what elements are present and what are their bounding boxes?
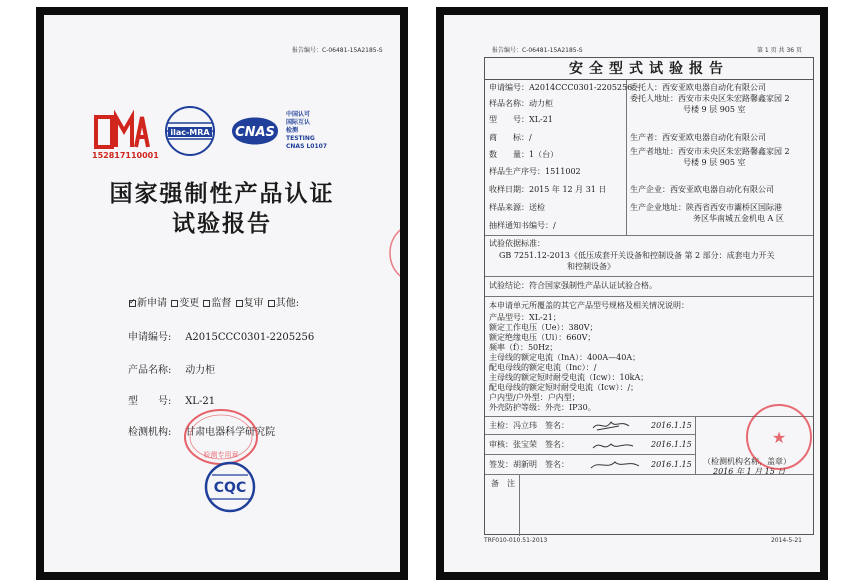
report-title: 安全型式试验报告 [485, 58, 813, 80]
handwritten-signatures-icon [589, 416, 645, 474]
coverage-line: 额定工作电压（Ue）：380V； [489, 323, 598, 332]
page-counter: 第 1 页 共 36 页 [757, 47, 802, 54]
field-product-name: 产品名称: 动力柜 [128, 365, 216, 376]
cnas-accreditation-text: 中国认可 国际互认 检测 TESTING CNAS L0107 [286, 111, 328, 150]
info-client-address: 委托人地址：西安市未央区朱宏路馨鑫家园 2 [630, 94, 790, 103]
info-client: 委托人：西安亚欧电器自动化有限公司 [630, 83, 766, 92]
sign-row-inspector: 主检：冯立玮 签名： [489, 421, 569, 430]
info-receipt-date: 收样日期：2015 年 12 月 31 日 [489, 185, 607, 194]
info-application-number: 申请编号：A2014CCC0301-2205256 [489, 83, 633, 92]
field-model: 型 号: XL-21 [128, 396, 216, 407]
test-conclusion: 试验结论：符合国家强制性产品认证试验合格。 [489, 281, 657, 290]
info-quantity: 数 量：1（台） [489, 150, 559, 159]
coverage-line: 主母线的额定短时耐受电流（Icw）：10kA； [489, 373, 649, 382]
remarks-label: 备 注 [491, 479, 515, 488]
cover-title-line2: 试验报告 [172, 210, 272, 237]
info-factory-address-cont: 务区华南城五金机电 A 区 [693, 214, 784, 223]
coverage-line: 产品型号：XL-21； [489, 313, 561, 322]
form-code: TRF010-010.51-2013 [484, 537, 548, 544]
cma-certificate-number: 152817110001 [92, 151, 159, 160]
basis-standard-line2: 和控制设备》 [567, 262, 615, 271]
checkbox-review[interactable] [236, 300, 243, 307]
info-factory: 生产企业：西安亚欧电器自动化有限公司 [630, 185, 774, 194]
field-testing-institution: 检测机构: 甘肃电器科学研究院 [128, 427, 276, 438]
coverage-title: 本申请单元所覆盖的其它产品型号规格及相关情况说明： [489, 301, 689, 310]
info-manufacturer-address: 生产者地址：西安市未央区朱宏路馨鑫家园 2 [630, 147, 790, 156]
right-document-frame [436, 7, 828, 580]
coverage-line: 外壳防护等级：外壳：IP30。 [489, 403, 596, 412]
type-test-report-page [444, 15, 820, 572]
info-sample-source: 样品来源：送检 [489, 203, 545, 212]
svg-text:检测专用章: 检测专用章 [203, 451, 239, 459]
org-seal-note: （检测机构名称，盖章） [703, 457, 791, 466]
coverage-line: 频率（f）：50Hz； [489, 343, 558, 352]
org-date: 2016 年 1 月 15 日 [713, 467, 786, 476]
sign-row-reviewer: 审核：张宝荣 签名： [489, 440, 569, 449]
info-trademark: 商 标：/ [489, 133, 532, 142]
certification-cover-page [44, 15, 400, 572]
svg-text:CQC: CQC [213, 480, 247, 496]
application-type-checkboxes: ✓新申请 变更 监督 复审 其他: [128, 294, 299, 309]
cover-report-number: 报告编号：C-06481-15A2185-S [292, 47, 383, 54]
left-document-frame [36, 7, 408, 580]
info-manufacturer: 生产者：西安亚欧电器自动化有限公司 [630, 133, 766, 142]
sign-date-inspector: 2016.1.15 [651, 421, 692, 430]
report-header-number: 报告编号：C-06481-15A2185-S [492, 47, 583, 54]
sign-row-issuer: 签发：胡新明 签名： [489, 460, 569, 469]
field-application-number: 申请编号: A2015CCC0301-2205256 [128, 332, 315, 343]
svg-text:★: ★ [771, 428, 787, 447]
checkbox-supervision[interactable] [203, 300, 210, 307]
checkbox-other[interactable] [268, 300, 275, 307]
coverage-line: 配电母线的额定电流（Inc）：/ [489, 363, 597, 372]
inspection-seal-icon [182, 407, 260, 467]
basis-label: 试验依据标准： [489, 239, 545, 248]
cover-title-line1: 国家强制性产品认证 [109, 180, 335, 207]
cqc-logo-icon [202, 461, 258, 513]
info-factory-address: 生产企业地址：陕西省西安市灞桥区国际港 [630, 203, 782, 212]
info-model: 型 号：XL-21 [489, 115, 553, 124]
checkbox-change[interactable] [171, 300, 178, 307]
ilac-mra-logo-icon [162, 105, 218, 157]
coverage-line: 户内型/户外型：户内型； [489, 393, 580, 402]
info-client-address-cont: 号楼 9 层 905 室 [683, 105, 746, 114]
sign-date-reviewer: 2016.1.15 [651, 440, 692, 449]
info-manufacturer-address-cont: 号楼 9 层 905 室 [683, 158, 746, 167]
checkbox-new-application[interactable] [129, 300, 136, 307]
coverage-line: 配电母线的额定短时耐受电流（Icw）：/； [489, 383, 639, 392]
svg-text:ilac-MRA: ilac-MRA [170, 128, 210, 137]
svg-text:CNAS: CNAS [235, 125, 275, 140]
sign-date-issuer: 2016.1.15 [651, 460, 692, 469]
cnas-logo-icon [228, 105, 282, 155]
coverage-line: 主母线的额定电流（InA）：400A—40A； [489, 353, 641, 362]
form-date: 2014-5-21 [770, 537, 802, 544]
edge-seal-fragment-icon [386, 223, 400, 283]
coverage-line: 额定绝缘电压（Ui）：660V； [489, 333, 596, 342]
info-sampling-notice: 抽样通知书编号：/ [489, 221, 556, 230]
info-serial-number: 样品生产序号：1511002 [489, 167, 581, 176]
organization-seal-icon [740, 401, 818, 473]
basis-standard-line1: GB 7251.12-2013《低压成套开关设备和控制设备 第 2 部分：成套电力开关 [499, 251, 775, 260]
info-sample-name: 样品名称：动力柜 [489, 99, 553, 108]
